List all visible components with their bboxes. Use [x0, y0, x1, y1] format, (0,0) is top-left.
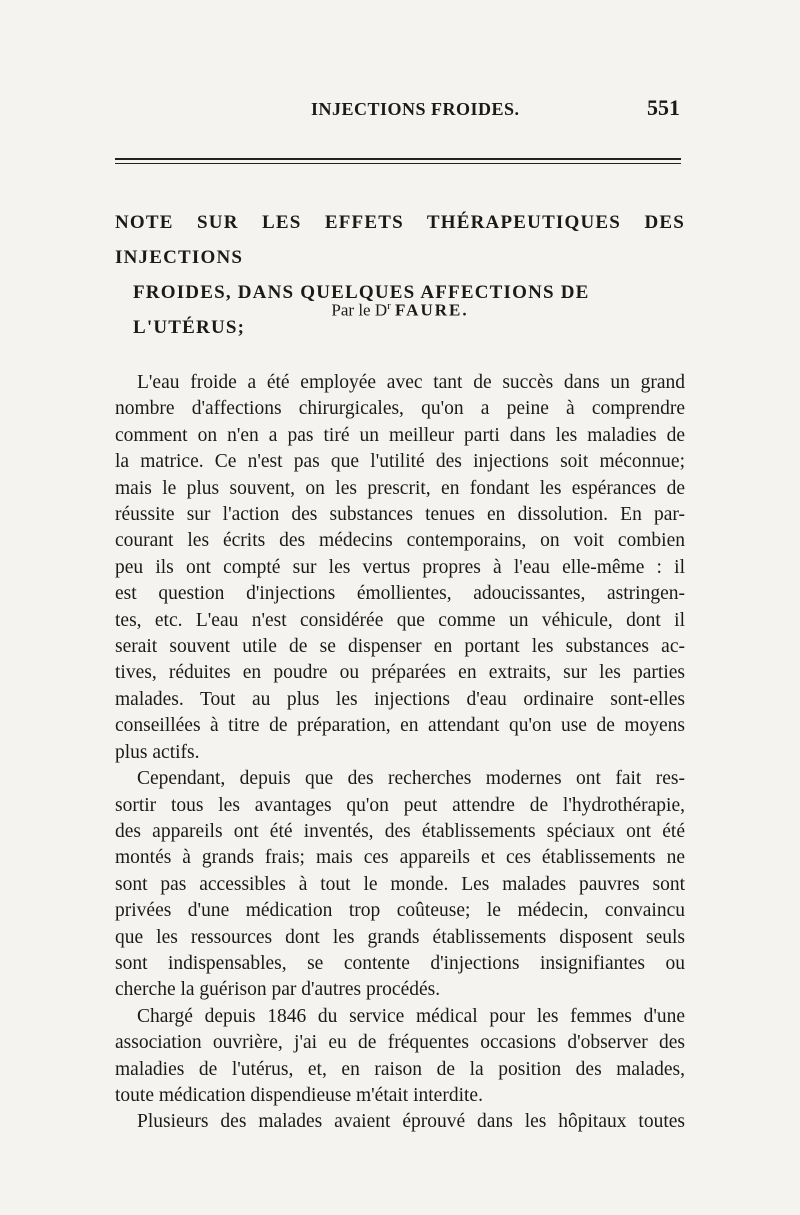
text-line: Chargé depuis 1846 du service médical pour les femmes d'une — [137, 1005, 685, 1027]
text-line: tives, réduites en poudre ou préparées en extraits, sur les parties — [115, 662, 685, 684]
text-line: réussite sur l'action des substances tenues en dissolution. En par- — [115, 504, 685, 526]
text-line: toute médication dispendieuse m'était interdite. — [115, 1084, 483, 1106]
running-head — [115, 95, 685, 123]
text-line: comment on n'en a pas tiré un meilleur parti dans les maladies de — [115, 424, 685, 446]
text-line: serait souvent utile de se dispenser en portant les substances ac- — [115, 636, 685, 658]
text-line: malades. Tout au plus les injections d'eau ordinaire sont-elles — [115, 688, 685, 710]
text-line: mais le plus souvent, on les prescrit, en fondant les espérances de — [115, 477, 685, 499]
text-line: courant les écrits des médecins contemporains, on voit combien — [115, 530, 685, 552]
text-line: sortir tous les avantages qu'on peut attendre de l'hydrothérapie, — [115, 794, 685, 816]
text-line: conseillées à titre de préparation, en attendant qu'on use de moyens — [115, 715, 685, 737]
text-line: Cependant, depuis que des recherches modernes ont fait res- — [137, 768, 685, 790]
text-line: des appareils ont été inventés, des établissements spéciaux ont été — [115, 820, 685, 842]
header-rule-thin — [115, 163, 681, 164]
running-title: INJECTIONS FROIDES. — [311, 99, 520, 119]
text-line: est question d'injections émollientes, adoucissantes, astringen- — [115, 583, 685, 605]
text-line: L'eau froide a été employée avec tant de succès dans un grand — [137, 372, 685, 393]
text-line: plus actifs. — [115, 741, 200, 763]
byline-author: FAURE. — [395, 300, 469, 320]
article-title-line-2: FROIDES, DANS QUELQUES AFFECTIONS DE L'UTÉRUS; — [133, 282, 590, 338]
text-line: montés à grands frais; mais ces appareils et ces établissements ne — [115, 847, 685, 869]
text-line: association ouvrière, j'ai eu de fréquentes occasions d'observer des — [115, 1032, 685, 1054]
byline-sup: r — [387, 300, 391, 312]
text-line: peu ils ont compté sur les vertus propres à l'eau elle-même : il — [115, 556, 685, 578]
body-text — [115, 370, 685, 1136]
text-line: nombre d'affections chirurgicales, qu'on a peine à comprendre — [115, 398, 685, 420]
text-line: tes, etc. L'eau n'est considérée que comme un véhicule, dont il — [115, 609, 685, 631]
page-number: 551 — [647, 95, 680, 120]
header-rule-thick — [115, 158, 681, 160]
article-title — [115, 205, 685, 345]
text-line: que les ressources dont les grands établissements disposent seuls — [115, 926, 685, 948]
text-line: Plusieurs des malades avaient éprouvé dans les hôpitaux toutes — [137, 1111, 685, 1133]
article-title-line-1: NOTE SUR LES EFFETS THÉRAPEUTIQUES DES INJECTIONS — [115, 212, 685, 268]
text-line: privées d'une médication trop coûteuse; le médecin, convaincu — [115, 900, 685, 922]
byline-prefix: Par le D — [331, 300, 388, 320]
text-line: maladies de l'utérus, et, en raison de la position des malades, — [115, 1058, 685, 1080]
text-line: sont pas accessibles à tout le monde. Les malades pauvres sont — [115, 873, 685, 895]
byline — [0, 300, 800, 321]
text-line: cherche la guérison par d'autres procédés. — [115, 979, 441, 1001]
text-line: sont indispensables, se contente d'injections insignifiantes ou — [115, 952, 685, 974]
text-line: la matrice. Ce n'est pas que l'utilité des injections soit méconnue; — [115, 451, 685, 473]
